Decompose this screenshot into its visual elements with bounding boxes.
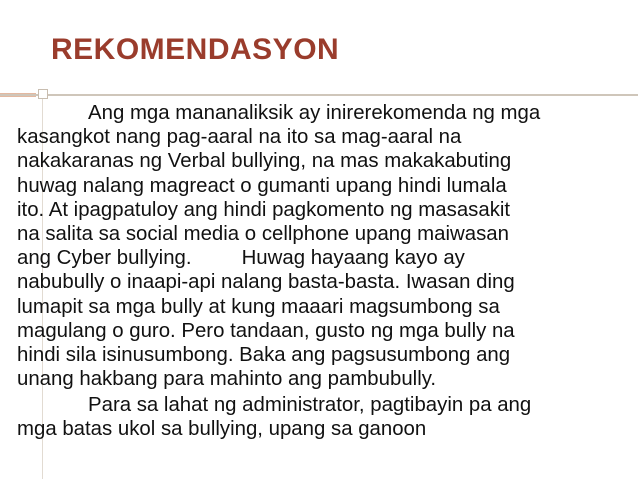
text-line: hindi sila isinusumbong. Baka ang pagsusumbong ang [17, 343, 511, 366]
text-line: unang hakbang para mahinto ang pambubully. [17, 368, 437, 391]
title-rule-left [0, 94, 38, 96]
text-line: nabubully o inaapi-api nalang basta-basta. Iwasan ding [17, 271, 515, 294]
text-line: nakakaranas ng Verbal bullying, na mas makakabuting [17, 150, 512, 173]
paragraph-1 [17, 101, 632, 391]
text-line: mga batas ukol sa bullying, upang sa ganoon [17, 418, 427, 441]
rule-square-ornament [38, 89, 48, 99]
text-line: ito. At ipagpatuloy ang hindi pagkomento ng masasakit [17, 198, 511, 221]
title-rule-right [42, 94, 638, 96]
paragraph-2 [17, 393, 632, 441]
slide-title: REKOMENDASYON [51, 33, 340, 66]
text-line: Ang mga mananaliksik ay inirerekomenda ng mga [88, 102, 541, 124]
text-line: huwag nalang magreact o gumanti upang hindi lumala [17, 174, 507, 197]
text-line: lumapit sa mga bully at kung maaari magsumbong sa [17, 295, 500, 318]
text-line: Para sa lahat ng administrator, pagtibayin pa ang [88, 394, 532, 417]
text-line: na salita sa social media o cellphone upang maiwasan [17, 222, 509, 245]
slide-body [17, 101, 632, 442]
text-line: kasangkot nang pag-aaral na ito sa mag-aaral na [17, 126, 462, 149]
text-line: magulang o guro. Pero tandaan, gusto ng mga bully na [17, 319, 515, 342]
text-line [17, 246, 632, 270]
text-segment: ang Cyber bullying. [17, 247, 192, 270]
text-segment: Huwag hayaang kayo ay [241, 247, 465, 270]
